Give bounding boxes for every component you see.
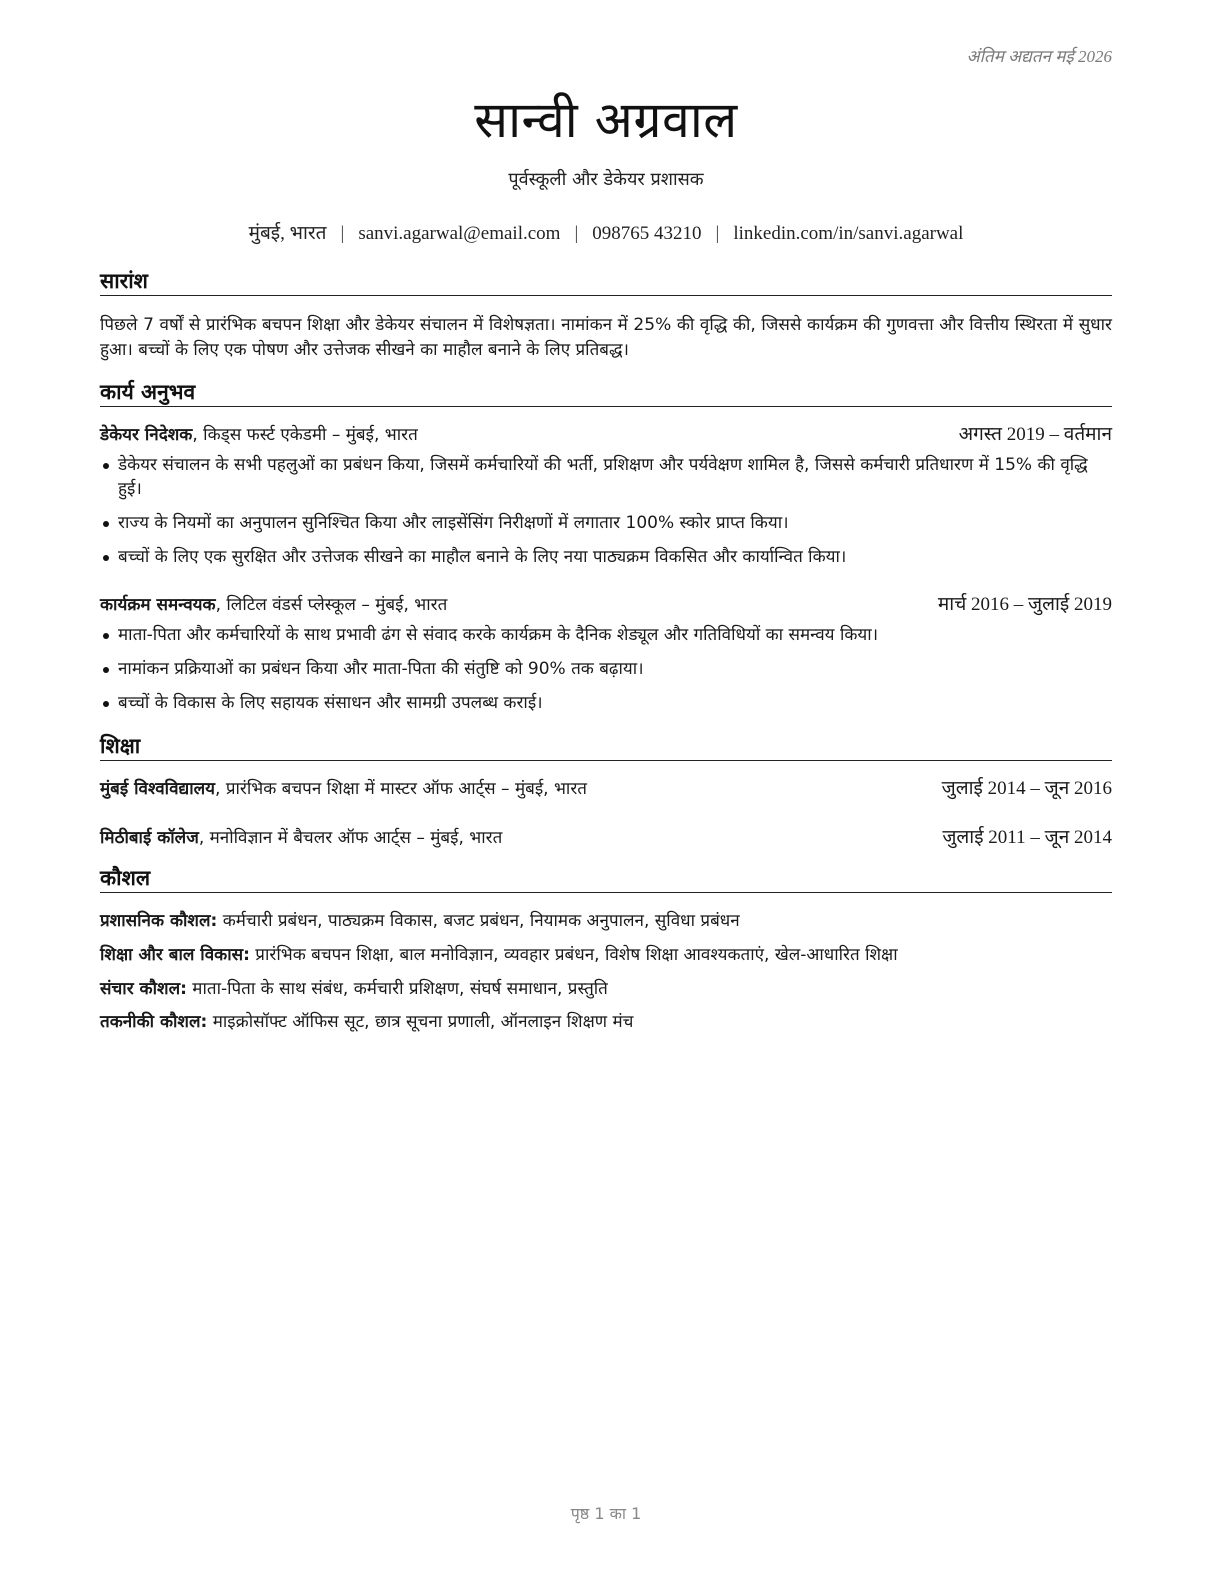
education-school: मिठीबाई कॉलेज <box>100 828 199 848</box>
job-bullet: माता-पिता और कर्मचारियों के साथ प्रभावी ढंग से संवाद करके कार्यक्रम के दैनिक शेड्यूल और गतिविधियों का समन्वय किया। <box>100 623 1112 647</box>
skill-value: कर्मचारी प्रबंधन, पाठ्यक्रम विकास, बजट प्रबंधन, नियामक अनुपालन, सुविधा प्रबंधन <box>217 911 740 931</box>
education-dates: जुलाई 2011 – जून 2014 <box>942 827 1112 848</box>
job-org: , लिटिल वंडर्स प्लेस्कूल – मुंबई, भारत <box>215 595 448 615</box>
job-bullet: डेकेयर संचालन के सभी पहलुओं का प्रबंधन किया, जिसमें कर्मचारियों की भर्ती, प्रशिक्षण और पर्यवेक्षण शामिल है, जिससे कर्मचारी प्रतिधारण में 15% की वृद्धि हुई। <box>100 453 1112 501</box>
section-heading-experience: कार्य अनुभव <box>100 380 1112 407</box>
job-title-line <box>100 423 418 447</box>
candidate-subtitle: पूर्वस्कूली और डेकेयर प्रशासक <box>508 169 704 190</box>
section-heading-skills: कौशल <box>100 866 1112 893</box>
section-heading-education: शिक्षा <box>100 734 1112 761</box>
skill-row <box>100 943 1112 967</box>
contact-linkedin[interactable]: linkedin.com/in/sanvi.agarwal <box>733 223 964 244</box>
contact-location: मुंबई, भारत <box>248 223 327 244</box>
job-header <box>100 593 1112 617</box>
skill-label: तकनीकी कौशल: <box>100 1012 208 1032</box>
skill-row <box>100 1010 1112 1034</box>
job-org: , किड्स फर्स्ट एकेडमी – मुंबई, भारत <box>192 425 418 445</box>
education-school: मुंबई विश्वविद्यालय <box>100 779 216 799</box>
candidate-name: सान्वी अग्रवाल <box>474 91 738 149</box>
job-bullet: बच्चों के विकास के लिए सहायक संसाधन और सामग्री उपलब्ध कराई। <box>100 691 1112 715</box>
contact-email[interactable]: sanvi.agarwal@email.com <box>358 223 561 244</box>
skill-row <box>100 977 1112 1001</box>
skill-value: माता-पिता के साथ संबंध, कर्मचारी प्रशिक्षण, संघर्ष समाधान, प्रस्तुति <box>186 979 608 999</box>
skill-label: संचार कौशल: <box>100 979 187 999</box>
skill-row <box>100 909 1112 933</box>
summary-text: पिछले 7 वर्षों से प्रारंभिक बचपन शिक्षा और डेकेयर संचालन में विशेषज्ञता। नामांकन में 25% की वृद्धि की, जिससे कार्यक्रम की गुणवत्ता और वित्तीय स्थिरता में सुधार हुआ। बच्चों के लिए एक पोषण और उत्तेजक सीखने का माहौल बनाने के लिए प्रतिबद्ध। <box>100 315 1112 360</box>
contact-line <box>100 219 1112 245</box>
education-line <box>100 777 587 801</box>
job-title-line <box>100 593 447 617</box>
job-title: डेकेयर निदेशक <box>100 425 193 445</box>
skill-label: शिक्षा और बाल विकास: <box>100 945 250 965</box>
contact-separator: | <box>574 223 579 244</box>
contact-phone: 098765 43210 <box>592 223 702 244</box>
job-bullet: राज्य के नियमों का अनुपालन सुनिश्चित किया और लाइसेंसिंग निरीक्षणों में लगातार 100% स्कोर प्राप्त किया। <box>100 511 1112 535</box>
skill-label: प्रशासनिक कौशल: <box>100 911 218 931</box>
skill-value: माइक्रोसॉफ्ट ऑफिस सूट, छात्र सूचना प्रणाली, ऑनलाइन शिक्षण मंच <box>207 1012 634 1032</box>
job-header <box>100 423 1112 447</box>
education-line <box>100 826 502 850</box>
section-heading-summary: सारांश <box>100 269 1112 296</box>
education-dates: जुलाई 2014 – जून 2016 <box>941 778 1112 799</box>
page-number: पृष्ठ 1 का 1 <box>570 1504 642 1523</box>
job-dates: मार्च 2016 – जुलाई 2019 <box>937 594 1112 615</box>
job-bullet: बच्चों के लिए एक सुरक्षित और उत्तेजक सीखने का माहौल बनाने के लिए नया पाठ्यक्रम विकसित और कार्यान्वित किया। <box>100 545 1112 569</box>
education-item <box>100 826 1112 850</box>
job-bullets <box>100 623 1112 725</box>
last-updated: अंतिम अद्यतन मई 2026 <box>966 47 1112 66</box>
contact-separator: | <box>715 223 720 244</box>
job-dates: अगस्त 2019 – वर्तमान <box>958 424 1112 445</box>
education-item <box>100 777 1112 801</box>
skill-value: प्रारंभिक बचपन शिक्षा, बाल मनोविज्ञान, व्यवहार प्रबंधन, विशेष शिक्षा आवश्यकताएं, खेल-आधारित शिक्षा <box>249 945 898 965</box>
resume-page <box>100 0 1112 1584</box>
job-title: कार्यक्रम समन्वयक <box>100 595 216 615</box>
job-bullets <box>100 453 1112 579</box>
education-detail: , मनोविज्ञान में बैचलर ऑफ आर्ट्स – मुंबई, भारत <box>198 828 503 848</box>
contact-separator: | <box>340 223 345 244</box>
job-bullet: नामांकन प्रक्रियाओं का प्रबंधन किया और माता-पिता की संतुष्टि को 90% तक बढ़ाया। <box>100 657 1112 681</box>
education-detail: , प्रारंभिक बचपन शिक्षा में मास्टर ऑफ आर्ट्स – मुंबई, भारत <box>215 779 587 799</box>
